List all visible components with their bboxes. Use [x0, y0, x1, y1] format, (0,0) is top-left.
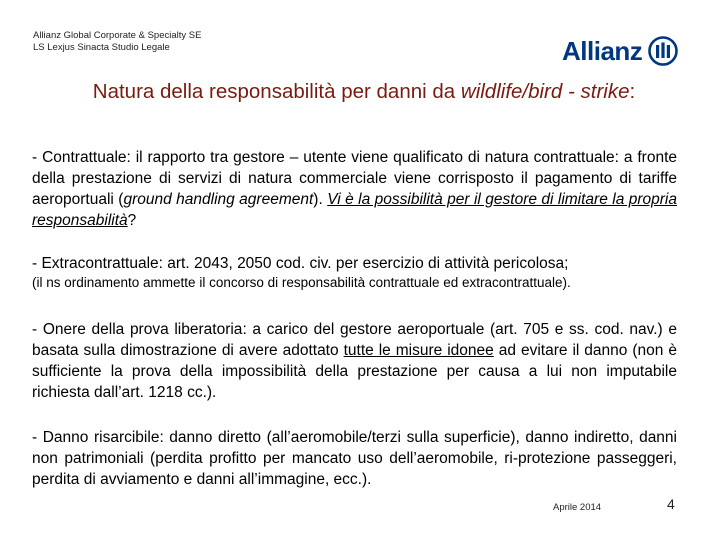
limitation-question: Vi è la possibilità per il gestore di limitare la propria responsabilità	[32, 191, 677, 229]
header-law-firm: LS Lexjus Sinacta Studio Legale	[33, 42, 170, 53]
allianz-eagle-icon	[648, 36, 678, 66]
section-danno-risarcibile: - Danno risarcibile: danno diretto (all’aeromobile/terzi sulla superficie), danno indiretto, danni non patrimoniali (perdita profitto per mancato uso dell’aeromobile, ri-protezione passeggeri, perdita di avviamento e danni all’immagine, ecc.).	[32, 429, 677, 488]
section-onere-prova: - Onere della prova liberatoria: a carico del gestore aeroportuale (art. 705 e ss. cod. nav.) e basata sulla dimostrazione di avere adottato tutte le misure idonee ad evitare il danno (non è sufficiente la prova della impossibilità della prestazione per causa a lui non imputabile richiesta dall’art. 1218 cc.).	[32, 321, 677, 401]
misure-idonee: tutte le misure idonee	[343, 342, 494, 359]
section-contrattuale: - Contrattuale: il rapporto tra gestore – utente viene qualificato di natura contrattuale: a fronte della prestazione di servizi di natura commerciale viene corrisposto il pagamento di tariffe aeroportuali (ground handling agreement). Vi è la possibilità per il gestore di limitare la propria responsabilità?	[32, 149, 677, 229]
slide-title: Natura della responsabilità per danni da wildlife/bird - strike:	[92, 80, 636, 103]
ground-handling-term: ground handling agreement	[123, 191, 314, 208]
section2-note: (il ns ordinamento ammette il concorso di responsabilità contrattuale ed extracontrattuale).	[32, 275, 571, 290]
label-extracontrattuale: Extracontrattuale	[41, 255, 159, 272]
page-number: 4	[667, 496, 675, 512]
section-extracontrattuale: - Extracontrattuale: art. 2043, 2050 cod. civ. per esercizio di attività pericolosa; (il ns ordinamento ammette il concorso di responsabilità contrattuale ed extracontrattuale).	[32, 253, 677, 292]
logo-text: Allianz	[562, 36, 643, 66]
header	[33, 30, 201, 54]
header-company: Allianz Global Corporate & Specialty SE	[33, 30, 202, 41]
allianz-logo	[562, 36, 678, 66]
label-onere-prova: Onere della prova liberatoria	[42, 321, 243, 338]
label-contrattuale: Contrattuale	[42, 149, 127, 166]
footer-date: Aprile 2014	[553, 502, 602, 513]
title-italic: wildlife/bird - strike	[460, 80, 630, 103]
label-danno-risarcibile: Danno risarcibile	[42, 429, 160, 446]
